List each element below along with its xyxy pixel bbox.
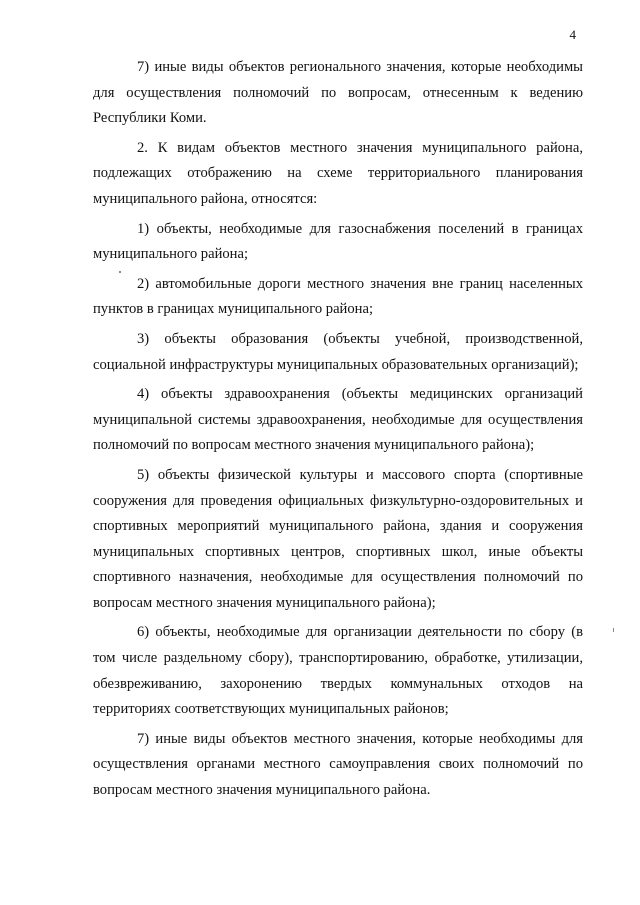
paragraph-local-item-6: 6) объекты, необходимые для организации деятельности по сбору (в том числе раздельному сбору), транспортированию, обработке, утилизации, обезвреживанию, захоронению твердых коммунальных отходов на территориях соответствующих муниципальных районов; (93, 624, 583, 718)
scan-mark (119, 271, 121, 273)
paragraph-local-item-2: 2) автомобильные дороги местного значения вне границ населенных пунктов в границах муниципального района; (93, 275, 583, 318)
paragraph-local-item-7: 7) иные виды объектов местного значения, которые необходимы для осуществления органами местного самоуправления своих полномочий по вопросам местного значения муниципального района. (93, 730, 583, 799)
paragraph-local-item-4: 4) объекты здравоохранения (объекты медицинских организаций муниципальной системы здравоохранения, необходимые для осуществления полномочий по вопросам местного значения муниципального района); (93, 386, 583, 454)
paragraph-local-item-5: 5) объекты физической культуры и массового спорта (спортивные сооружения для проведения официальных физкультурно-оздоровительных и спортивных мероприятий муниципального района, здания и сооружения муниципальных спортивных центров, спортивных школ, иные объекты спортивного назначения, необходимые для осуществления полномочий по вопросам местного значения муниципального района); (93, 466, 583, 611)
paragraph-regional-item-7: 7) иные виды объектов регионального значения, которые необходимы для осуществления полномочий по вопросам, отнесенным к ведению Республики Коми. (93, 59, 583, 127)
document-body (93, 55, 583, 808)
paragraph-section-2-intro: 2. К видам объектов местного значения муниципального района, подлежащих отображению на схеме территориального планирования муниципального района, относятся: (93, 139, 583, 207)
page-number: 4 (569, 27, 576, 42)
paragraph-local-item-1: 1) объекты, необходимые для газоснабжения поселений в границах муниципального района; (93, 220, 583, 263)
paragraph-local-item-3: 3) объекты образования (объекты учебной, производственной, социальной инфраструктуры муниципальных образовательных организаций); (93, 330, 583, 373)
scan-mark (613, 628, 614, 632)
